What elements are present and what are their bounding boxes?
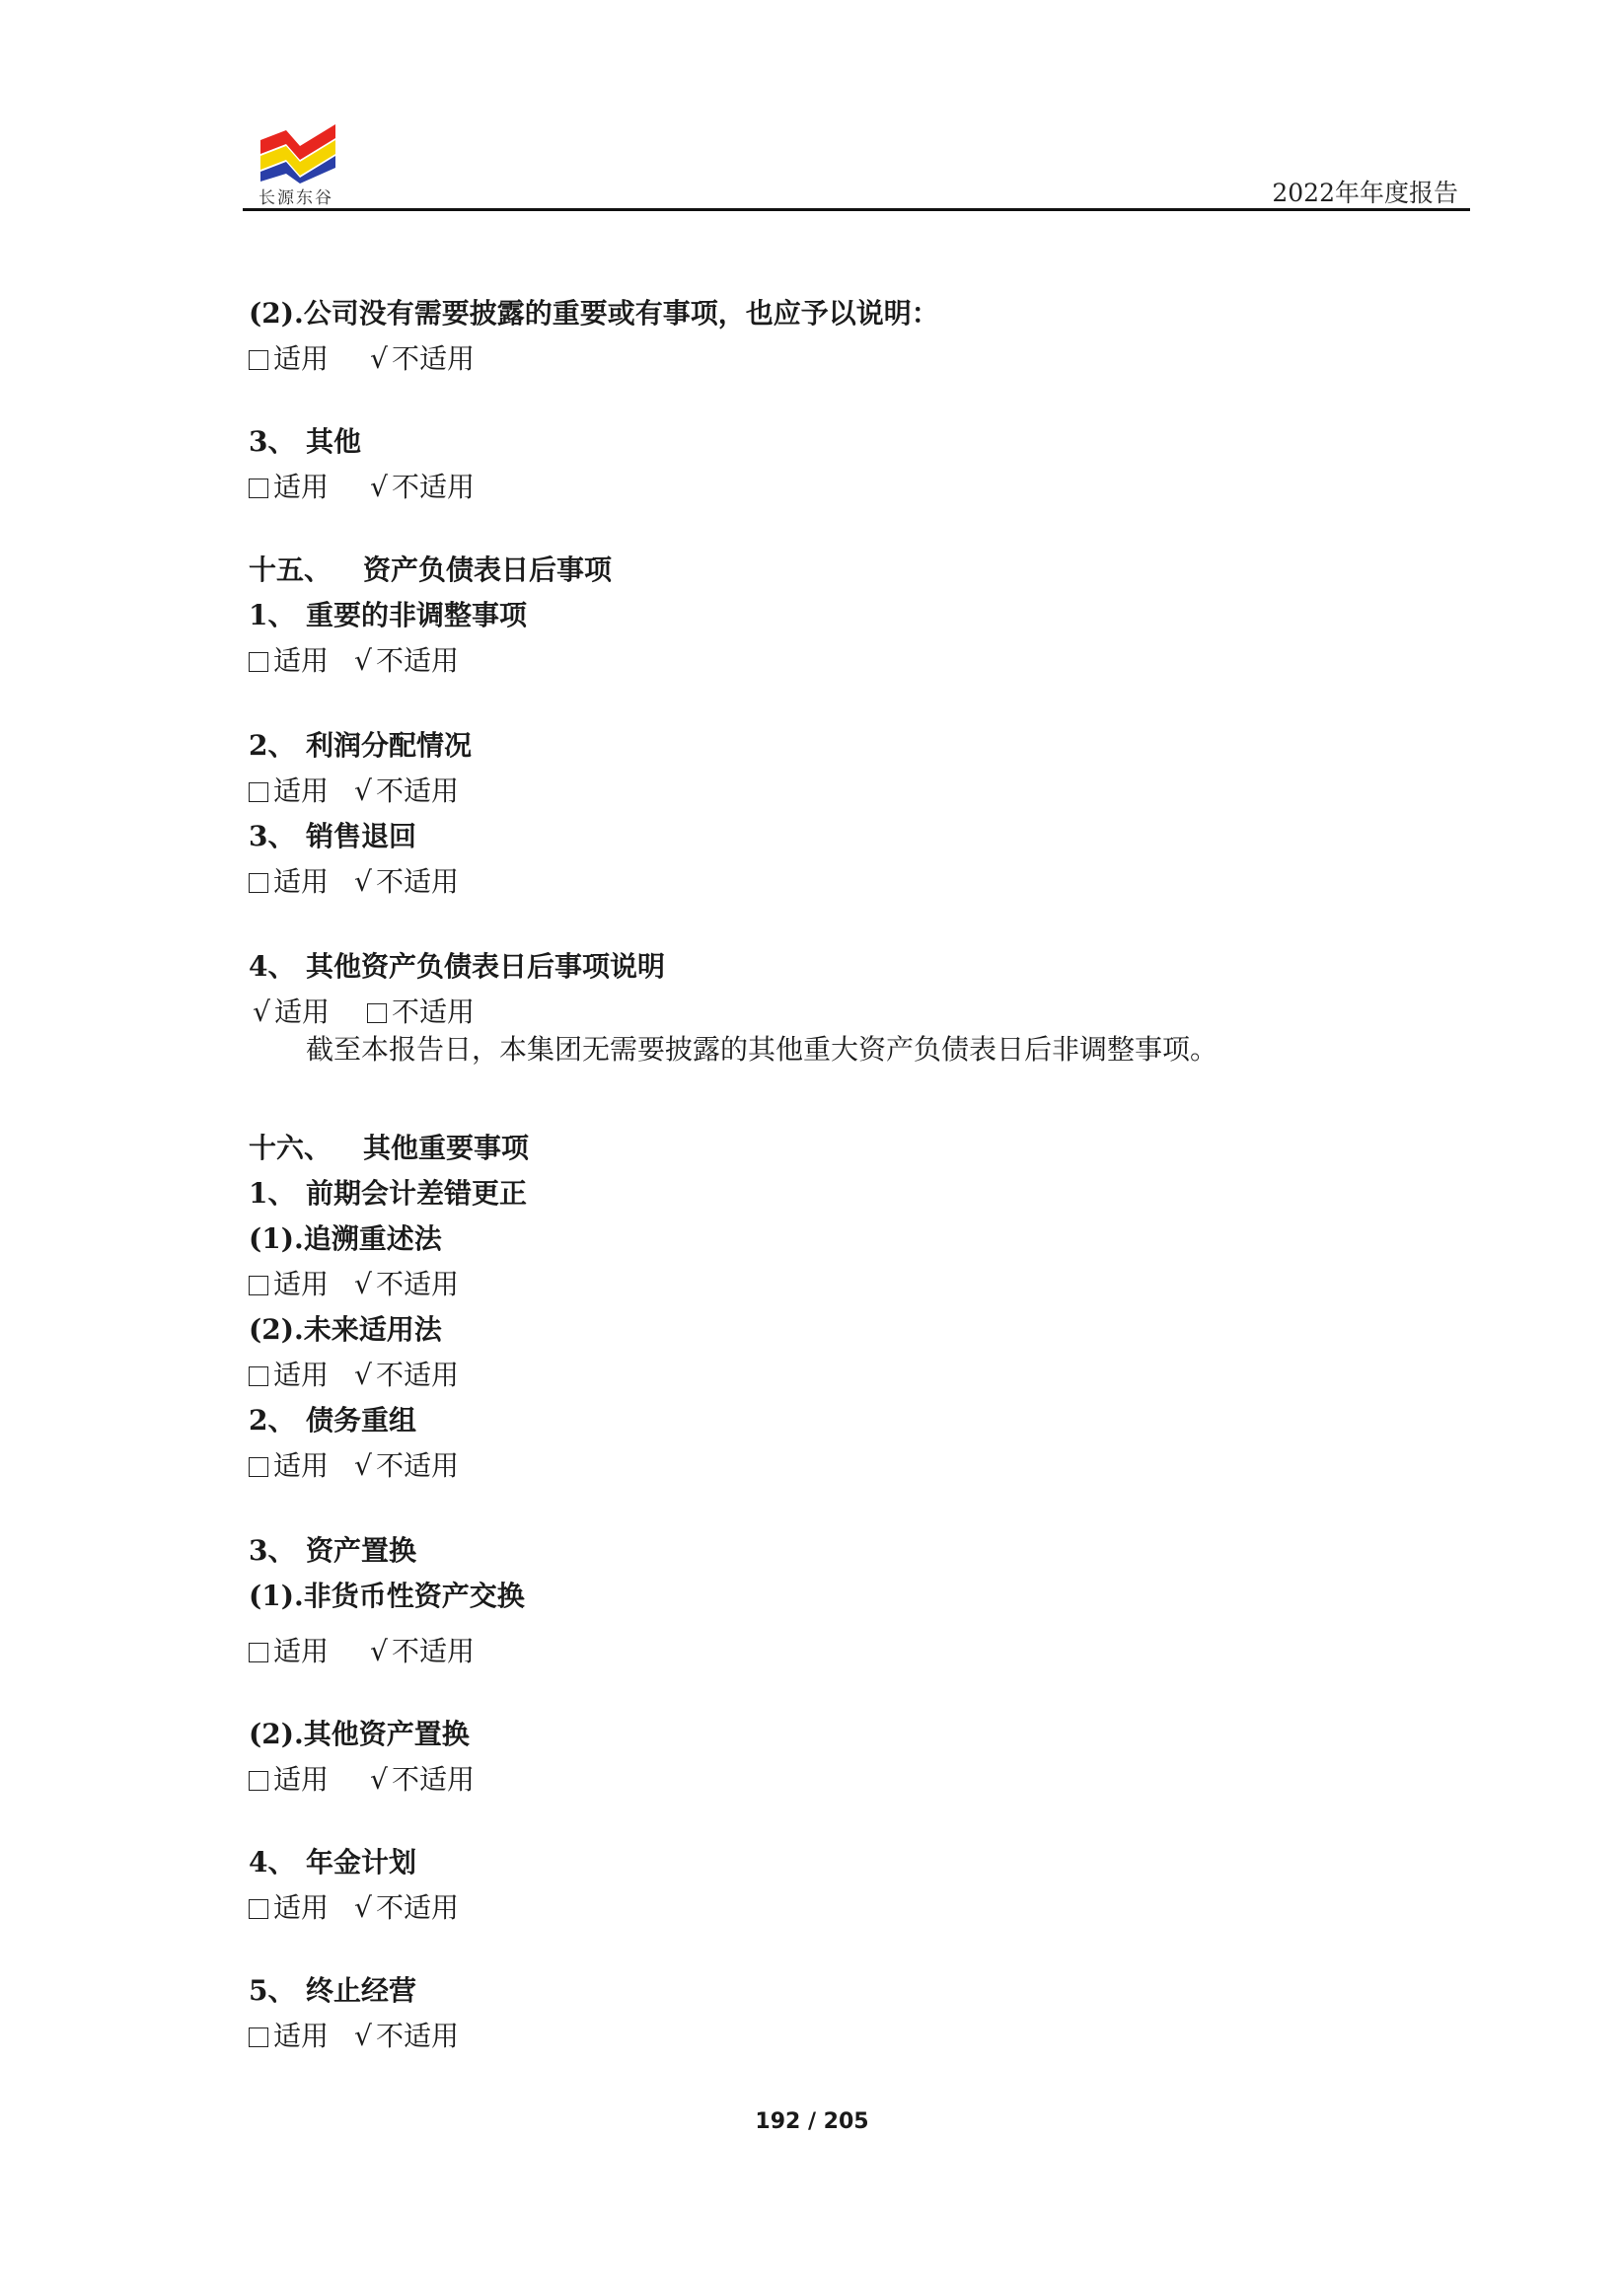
heading-annuity-plan: 4、 年金计划 — [249, 1846, 417, 1879]
checkmark-icon: √ — [354, 2020, 372, 2052]
option-row — [249, 1762, 475, 1798]
heading-other-asset-swap: (2).其他资产置换 — [249, 1718, 470, 1750]
heading-sales-returns: 3、 销售退回 — [249, 820, 417, 852]
option-not-applicable[interactable]: √ 不适用 — [350, 1358, 459, 1393]
checkmark-icon: √ — [354, 1268, 372, 1300]
option-not-applicable[interactable]: √ 不适用 — [350, 1448, 459, 1484]
checkmark-icon: √ — [253, 995, 270, 1028]
option-applicable[interactable]: 适用 — [249, 1267, 329, 1302]
option-applicable[interactable]: 适用 — [249, 774, 329, 809]
checkbox-icon — [249, 350, 268, 370]
heading-retrospective-restatement: (1).追溯重述法 — [249, 1222, 442, 1255]
company-logo — [257, 116, 339, 184]
option-not-applicable[interactable]: √ 不适用 — [366, 1634, 475, 1669]
report-title: 2022年年度报告 — [1272, 179, 1458, 207]
option-not-applicable[interactable]: √ 不适用 — [350, 2019, 459, 2054]
option-row — [249, 864, 459, 900]
option-row — [249, 995, 475, 1030]
checkmark-icon: √ — [354, 644, 372, 677]
option-applicable[interactable]: 适用 — [249, 1358, 329, 1393]
note-text: 截至本报告日，本集团无需要披露的其他重大资产负债表日后非调整事项。 — [306, 1033, 1218, 1066]
option-row — [249, 341, 475, 377]
checkmark-icon: √ — [354, 1891, 372, 1924]
checkbox-icon — [249, 1366, 268, 1386]
option-applicable[interactable]: 适用 — [249, 1634, 329, 1669]
option-row — [249, 1448, 459, 1484]
header-rule — [243, 208, 1470, 211]
option-row — [249, 1358, 459, 1393]
option-row — [249, 1890, 459, 1926]
option-applicable[interactable]: 适用 — [249, 470, 329, 505]
checkbox-icon — [249, 1899, 268, 1919]
logo-text: 长源东谷 — [258, 188, 333, 208]
page-header — [243, 109, 1470, 211]
option-not-applicable[interactable]: √ 不适用 — [366, 470, 475, 505]
checkmark-icon: √ — [354, 774, 372, 807]
section-heading-16: 十六、 其他重要事项 — [249, 1132, 530, 1164]
option-not-applicable[interactable]: √ 不适用 — [350, 643, 459, 679]
page-number: 192 / 205 — [755, 2109, 869, 2134]
option-row — [249, 1267, 459, 1302]
checkmark-icon: √ — [370, 471, 388, 503]
option-applicable[interactable]: 适用 — [249, 864, 329, 900]
option-not-applicable[interactable]: √ 不适用 — [350, 774, 459, 809]
checkbox-icon — [367, 1003, 387, 1023]
checkbox-icon — [249, 1457, 268, 1477]
heading-other: 3、 其他 — [249, 425, 362, 458]
heading-non-adjusting-events: 1、 重要的非调整事项 — [249, 599, 528, 631]
option-not-applicable[interactable]: 不适用 — [367, 995, 475, 1030]
checkbox-icon — [249, 652, 268, 672]
option-row — [249, 774, 459, 809]
checkbox-icon — [249, 1643, 268, 1662]
option-applicable[interactable]: 适用 — [249, 1762, 329, 1798]
checkmark-icon: √ — [354, 1359, 372, 1391]
heading-asset-swap: 3、 资产置换 — [249, 1534, 417, 1567]
checkbox-icon — [249, 1771, 268, 1791]
heading-prior-period-errors: 1、 前期会计差错更正 — [249, 1177, 528, 1210]
checkbox-icon — [249, 1276, 268, 1295]
option-applicable[interactable]: 适用 — [249, 2019, 329, 2054]
checkmark-icon: √ — [370, 1635, 388, 1667]
heading-no-contingencies: (2).公司没有需要披露的重要或有事项，也应予以说明： — [249, 297, 939, 330]
option-applicable[interactable]: 适用 — [249, 1448, 329, 1484]
checkmark-icon: √ — [370, 1763, 388, 1796]
option-applicable[interactable]: 适用 — [249, 1890, 329, 1926]
option-not-applicable[interactable]: √ 不适用 — [366, 1762, 475, 1798]
checkmark-icon: √ — [354, 1449, 372, 1482]
heading-profit-distribution: 2、 利润分配情况 — [249, 729, 473, 762]
option-not-applicable[interactable]: √ 不适用 — [350, 1890, 459, 1926]
heading-debt-restructuring: 2、 债务重组 — [249, 1404, 417, 1437]
checkmark-icon: √ — [354, 865, 372, 898]
checkmark-icon: √ — [370, 342, 388, 375]
option-row — [249, 470, 475, 505]
option-row — [249, 643, 459, 679]
checkbox-icon — [249, 479, 268, 498]
heading-non-monetary-exchange: (1).非货币性资产交换 — [249, 1580, 525, 1612]
checkbox-icon — [249, 873, 268, 893]
checkbox-icon — [249, 782, 268, 802]
section-heading-15: 十五、 资产负债表日后事项 — [249, 553, 613, 586]
option-row — [249, 1634, 475, 1669]
checkbox-icon — [249, 2027, 268, 2047]
option-applicable[interactable]: √ 适用 — [249, 995, 330, 1030]
option-not-applicable[interactable]: √ 不适用 — [366, 341, 475, 377]
option-not-applicable[interactable]: √ 不适用 — [350, 864, 459, 900]
option-applicable[interactable]: 适用 — [249, 643, 329, 679]
heading-discontinued-operations: 5、 终止经营 — [249, 1974, 417, 2007]
heading-prospective-application: (2).未来适用法 — [249, 1313, 442, 1346]
heading-other-post-balance-events: 4、 其他资产负债表日后事项说明 — [249, 950, 666, 983]
option-not-applicable[interactable]: √ 不适用 — [350, 1267, 459, 1302]
option-applicable[interactable]: 适用 — [249, 341, 329, 377]
option-row — [249, 2019, 459, 2054]
